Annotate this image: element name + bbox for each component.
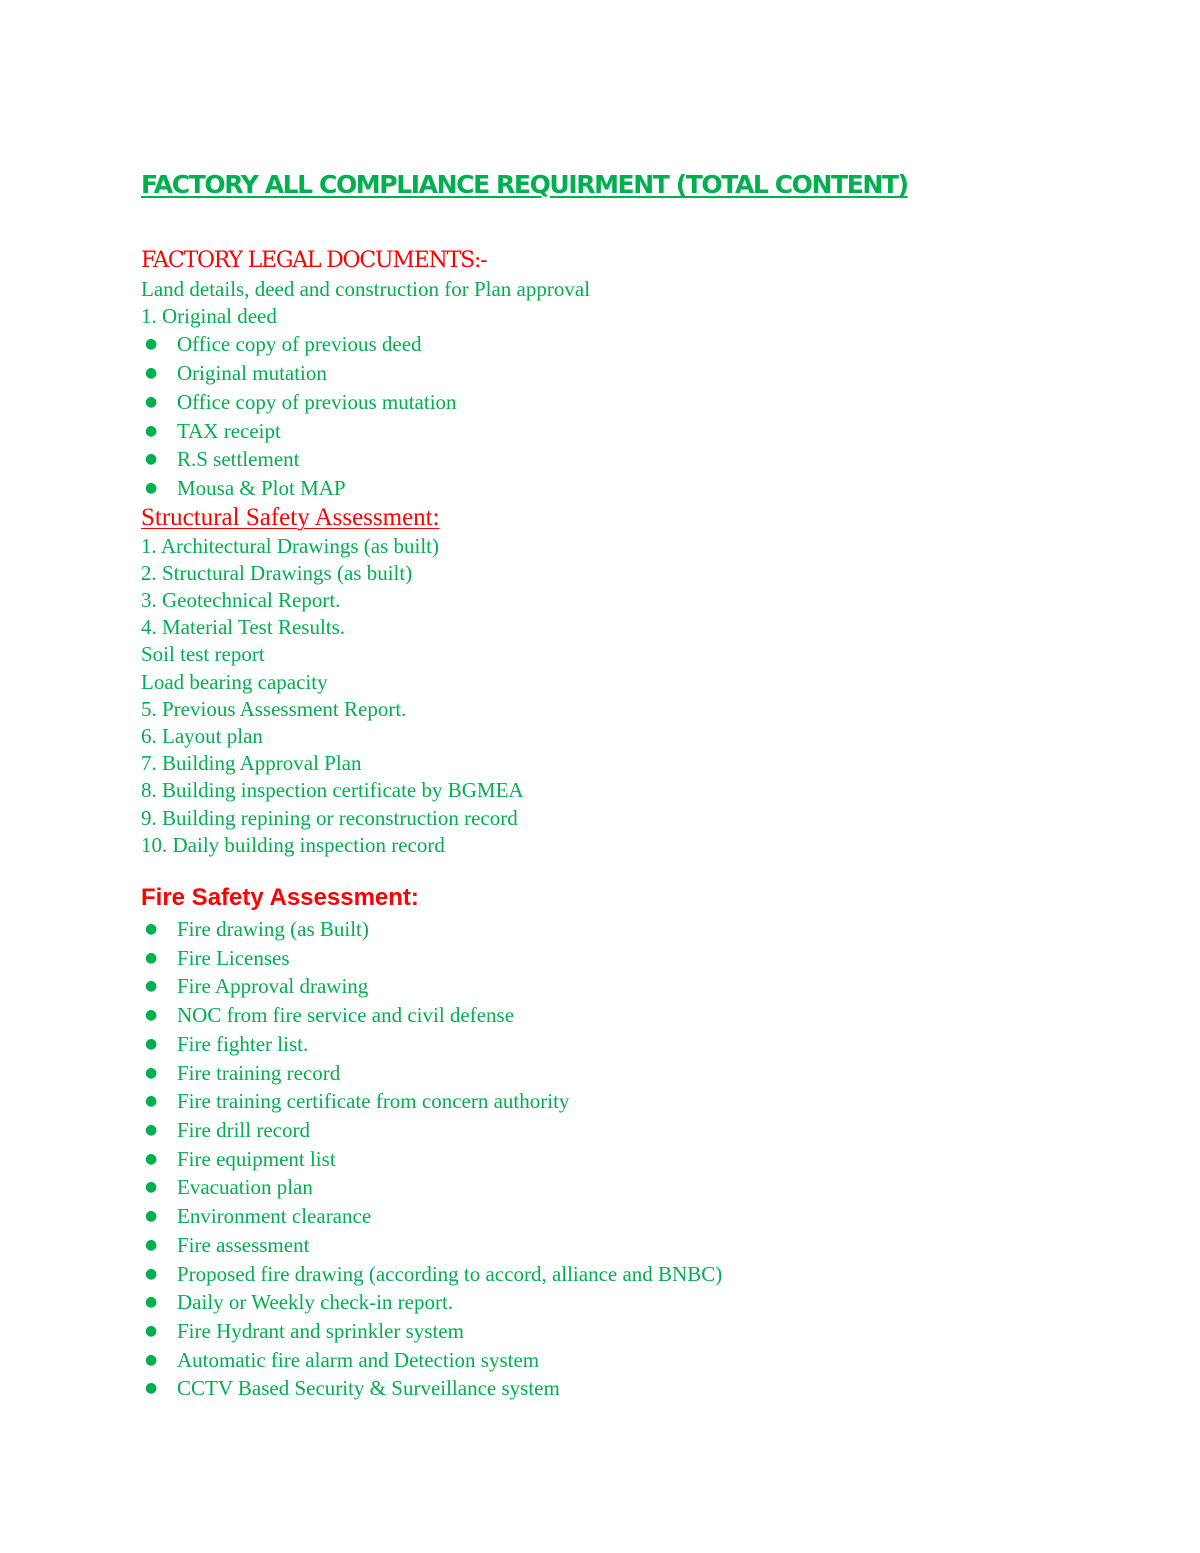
structural-list-line: 4. Material Test Results. bbox=[141, 615, 346, 640]
bullet-icon: ● bbox=[145, 1064, 158, 1081]
list-item-text: Office copy of previous mutation bbox=[177, 389, 457, 414]
bullet-icon: ● bbox=[145, 1294, 158, 1311]
list-item bbox=[141, 330, 1101, 359]
bullet-icon: ● bbox=[145, 1093, 158, 1110]
list-item bbox=[141, 1059, 1101, 1088]
list-item bbox=[141, 915, 1101, 944]
fire-safety-heading: Fire Safety Assessment: bbox=[141, 884, 419, 912]
list-item bbox=[141, 1374, 1101, 1403]
bullet-icon: ● bbox=[145, 422, 158, 439]
list-item bbox=[141, 1087, 1101, 1116]
structural-list-line: Soil test report bbox=[141, 642, 265, 667]
document-title: FACTORY ALL COMPLIANCE REQUIRMENT (TOTAL CONTENT) bbox=[141, 170, 908, 199]
list-item-text: Evacuation plan bbox=[177, 1175, 313, 1200]
list-item-text: Daily or Weekly check-in report. bbox=[177, 1290, 454, 1315]
list-item-text: Proposed fire drawing (according to accord, alliance and BNBC) bbox=[177, 1261, 723, 1286]
structural-list-line: 8. Building inspection certificate by BGMEA bbox=[141, 778, 524, 803]
list-item-text: Office copy of previous deed bbox=[177, 332, 422, 357]
list-item-text: Fire Hydrant and sprinkler system bbox=[177, 1318, 464, 1343]
bullet-icon: ● bbox=[145, 1179, 158, 1196]
list-item bbox=[141, 417, 1101, 446]
list-item-text: Original mutation bbox=[177, 361, 327, 386]
list-item bbox=[141, 388, 1101, 417]
structural-list-line: 6. Layout plan bbox=[141, 724, 263, 749]
structural-list-line: 5. Previous Assessment Report. bbox=[141, 696, 407, 721]
list-item-text: Fire equipment list bbox=[177, 1146, 336, 1171]
legal-documents-heading: FACTORY LEGAL DOCUMENTS:- bbox=[141, 248, 487, 273]
bullet-icon: ● bbox=[145, 1007, 158, 1024]
document-page bbox=[141, 166, 1101, 1403]
structural-list-line: Load bearing capacity bbox=[141, 669, 328, 694]
list-item bbox=[141, 1260, 1101, 1289]
structural-safety-heading: Structural Safety Assessment: bbox=[141, 503, 440, 531]
list-item bbox=[141, 1173, 1101, 1202]
structural-list-line: 1. Architectural Drawings (as built) bbox=[141, 533, 439, 558]
list-item-text: TAX receipt bbox=[177, 418, 281, 443]
bullet-icon: ● bbox=[145, 1121, 158, 1138]
bullet-icon: ● bbox=[145, 336, 158, 353]
legal-item-original-deed: 1. Original deed bbox=[141, 304, 277, 329]
bullet-icon: ● bbox=[145, 393, 158, 410]
list-item bbox=[141, 474, 1101, 503]
list-item bbox=[141, 972, 1101, 1001]
bullet-icon: ● bbox=[145, 921, 158, 938]
list-item bbox=[141, 1030, 1101, 1059]
bullet-icon: ● bbox=[145, 978, 158, 995]
fire-bullet-list bbox=[141, 915, 1101, 1403]
bullet-icon: ● bbox=[145, 1035, 158, 1052]
structural-list bbox=[141, 533, 1101, 859]
structural-list-line: 10. Daily building inspection record bbox=[141, 832, 445, 857]
bullet-icon: ● bbox=[145, 1236, 158, 1253]
list-item-text: Environment clearance bbox=[177, 1204, 372, 1229]
list-item-text: Fire training certificate from concern authority bbox=[177, 1089, 570, 1114]
structural-list-line: 7. Building Approval Plan bbox=[141, 751, 362, 776]
list-item bbox=[141, 944, 1101, 973]
list-item-text: Fire assessment bbox=[177, 1232, 310, 1257]
list-item-text: Fire drawing (as Built) bbox=[177, 917, 369, 942]
bullet-icon: ● bbox=[145, 479, 158, 496]
list-item bbox=[141, 1116, 1101, 1145]
bullet-icon: ● bbox=[145, 949, 158, 966]
list-item bbox=[141, 1202, 1101, 1231]
bullet-icon: ● bbox=[145, 451, 158, 468]
list-item-text: CCTV Based Security & Surveillance system bbox=[177, 1376, 560, 1401]
list-item bbox=[141, 445, 1101, 474]
list-item-text: R.S settlement bbox=[177, 447, 300, 472]
list-item bbox=[141, 1346, 1101, 1375]
bullet-icon: ● bbox=[145, 1380, 158, 1397]
list-item-text: Fire training record bbox=[177, 1060, 341, 1085]
list-item-text: Automatic fire alarm and Detection system bbox=[177, 1347, 540, 1372]
bullet-icon: ● bbox=[145, 1265, 158, 1282]
list-item bbox=[141, 1231, 1101, 1260]
list-item-text: Fire Approval drawing bbox=[177, 974, 369, 999]
list-item-text: Mousa & Plot MAP bbox=[177, 475, 346, 500]
list-item-text: Fire fighter list. bbox=[177, 1031, 309, 1056]
bullet-icon: ● bbox=[145, 1351, 158, 1368]
bullet-icon: ● bbox=[145, 365, 158, 382]
bullet-icon: ● bbox=[145, 1150, 158, 1167]
structural-list-line: 3. Geotechnical Report. bbox=[141, 588, 341, 613]
structural-list-line: 2. Structural Drawings (as built) bbox=[141, 560, 413, 585]
legal-bullet-list bbox=[141, 330, 1101, 502]
list-item-text: Fire Licenses bbox=[177, 945, 290, 970]
legal-intro-line: Land details, deed and construction for Plan approval bbox=[141, 277, 591, 301]
bullet-icon: ● bbox=[145, 1208, 158, 1225]
list-item-text: Fire drill record bbox=[177, 1117, 310, 1142]
list-item bbox=[141, 1001, 1101, 1030]
list-item bbox=[141, 1317, 1101, 1346]
bullet-icon: ● bbox=[145, 1322, 158, 1339]
list-item-text: NOC from fire service and civil defense bbox=[177, 1003, 515, 1028]
list-item bbox=[141, 1288, 1101, 1317]
list-item bbox=[141, 359, 1101, 388]
list-item bbox=[141, 1145, 1101, 1174]
structural-list-line: 9. Building repining or reconstruction record bbox=[141, 805, 518, 830]
